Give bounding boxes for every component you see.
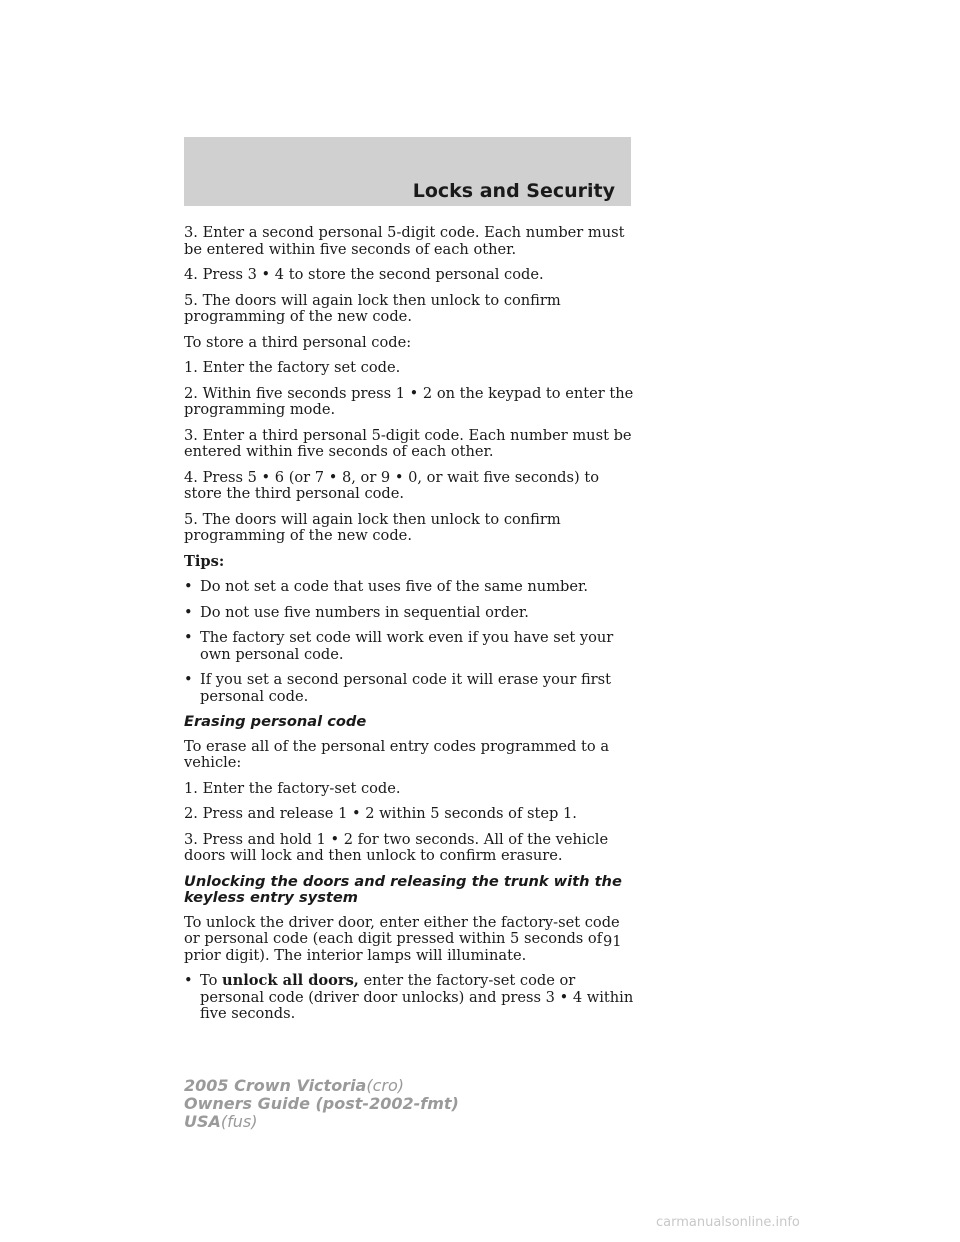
erasing-step: 3. Press and hold 1 • 2 for two seconds. All of the vehicle doors will lock and then unlock to confirm erasure. — [184, 830, 609, 864]
footer-market-code: (fus) — [220, 1112, 258, 1131]
paragraph: 5. The doors will again lock then unlock to confirm programming of the new code. — [184, 291, 561, 325]
watermark: carmanualsonline.info — [656, 1215, 800, 1230]
tip-item — [184, 605, 634, 622]
bullet-icon: • — [184, 578, 193, 595]
paragraph: 5. The doors will again lock then unlock to confirm programming of the new code. — [184, 510, 561, 544]
footer-line — [184, 1113, 459, 1131]
section-header-band — [184, 137, 631, 206]
tip-item — [184, 630, 634, 663]
erasing-step: 2. Press and release 1 • 2 within 5 seconds of step 1. — [184, 805, 577, 822]
footer-line: Owners Guide (post-2002-fmt) — [184, 1094, 459, 1113]
paragraph: To erase all of the personal entry codes programmed to a vehicle: — [184, 737, 610, 771]
tip-text: Do not use five numbers in sequential order. — [200, 603, 529, 621]
page-content — [184, 225, 634, 1032]
footer-line — [184, 1077, 459, 1095]
erasing-heading: Erasing personal code — [184, 713, 367, 730]
paragraph: 3. Enter a third personal 5-digit code. Each number must be entered within five seconds of each other. — [184, 426, 632, 460]
paragraph: 2. Within five seconds press 1 • 2 on the keypad to enter the programming mode. — [184, 384, 634, 418]
tip-text: Do not set a code that uses five of the same number. — [200, 578, 589, 595]
unlock-prefix: To — [200, 972, 223, 989]
page-number: 91 — [603, 933, 622, 950]
bullet-icon: • — [184, 671, 193, 688]
tip-item — [184, 579, 634, 596]
tip-text: If you set a second personal code it will erase your first personal code. — [200, 671, 612, 705]
paragraph: 4. Press 3 • 4 to store the second personal code. — [184, 266, 544, 283]
paragraph: To store a third personal code: — [184, 333, 412, 351]
unlock-rest: enter the factory-set code or personal code (driver door unlocks) and press 3 • 4 within five seconds. — [200, 972, 634, 1022]
footer-market: USA — [184, 1112, 221, 1131]
erasing-step: 1. Enter the factory-set code. — [184, 779, 401, 797]
section-title: Locks and Security — [412, 180, 615, 202]
bullet-icon: • — [184, 972, 193, 989]
footer-model-code: (cro) — [366, 1076, 405, 1095]
document-footer — [184, 1077, 459, 1131]
footer-model: 2005 Crown Victoria — [184, 1076, 367, 1095]
unlock-emphasis: unlock all doors, — [222, 972, 359, 989]
unlock-bullet — [184, 973, 634, 1023]
paragraph: To unlock the driver door, enter either the factory-set code or personal code (each digit pressed within 5 seconds of prior digit). The interior lamps will illuminate. — [184, 913, 620, 964]
tip-item — [184, 672, 634, 705]
unlocking-heading: Unlocking the doors and releasing the trunk with the keyless entry system — [184, 872, 622, 906]
tip-text: The factory set code will work even if you have set your own personal code. — [200, 629, 614, 663]
tips-label: Tips: — [184, 552, 225, 570]
paragraph: 3. Enter a second personal 5-digit code. Each number must be entered within five seconds of each other. — [184, 224, 625, 258]
paragraph: 4. Press 5 • 6 (or 7 • 8, or 9 • 0, or wait five seconds) to store the third personal code. — [184, 468, 599, 502]
bullet-icon: • — [184, 603, 193, 621]
bullet-icon: • — [184, 629, 193, 646]
paragraph: 1. Enter the factory set code. — [184, 359, 401, 376]
